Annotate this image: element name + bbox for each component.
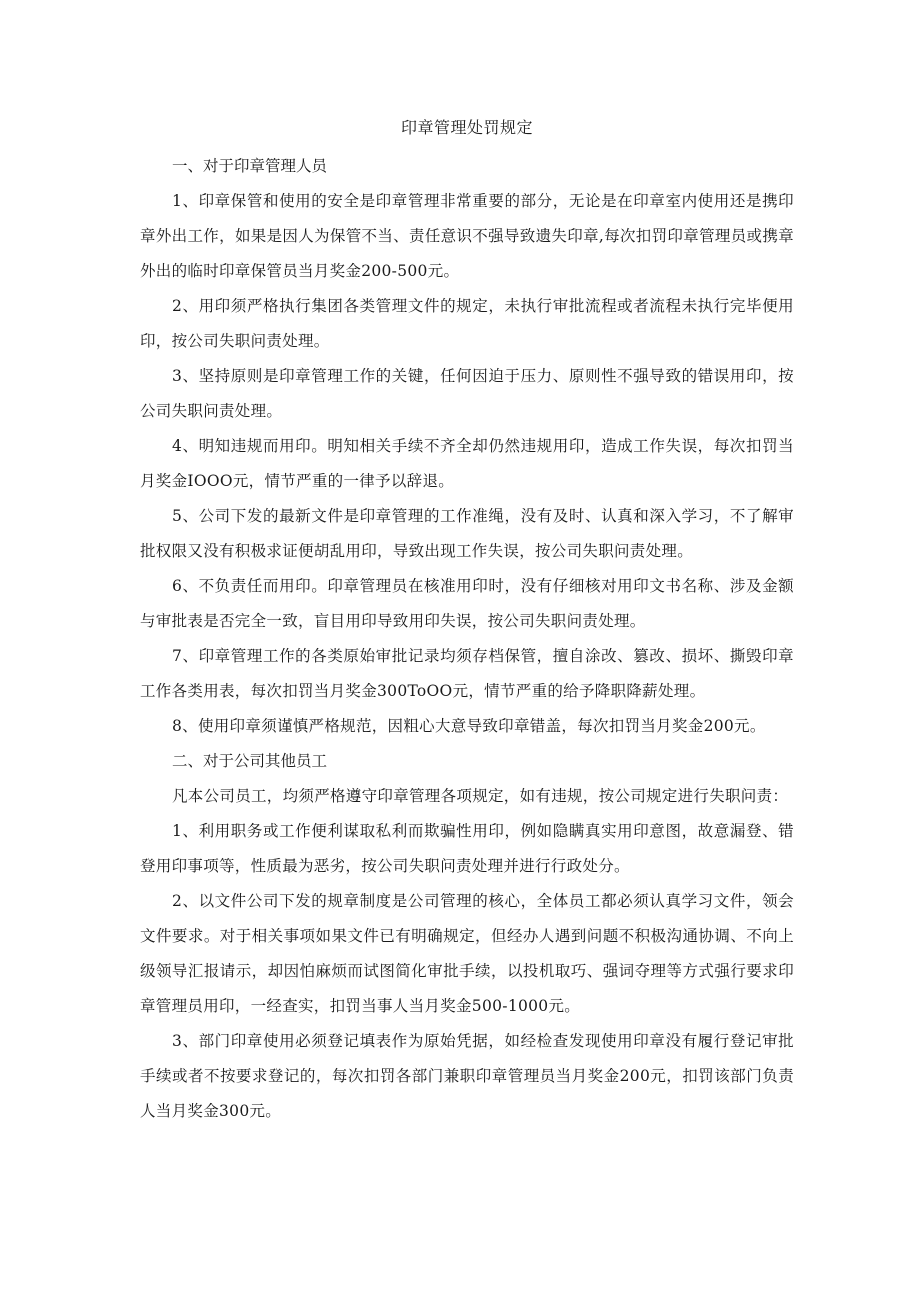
section-1-item-2: 2、用印须严格执行集团各类管理文件的规定，未执行审批流程或者流程未执行完毕便用印，按公司失职问责处理。 <box>140 297 794 350</box>
section-2-item-3: 3、部门印章使用必须登记填表作为原始凭据，如经检查发现使用印章没有履行登记审批手续或者不按要求登记的，每次扣罚各部门兼职印章管理员当月奖金200元，扣罚该部门负责人当月奖金300元。 <box>140 1032 794 1120</box>
section-1-item-5: 5、公司下发的最新文件是印章管理的工作准绳，没有及时、认真和深入学习，不了解审批权限又没有积极求证便胡乱用印，导致出现工作失误，按公司失职问责处理。 <box>140 507 794 560</box>
section-1-item-8: 8、使用印章须谨慎严格规范，因粗心大意导致印章错盖，每次扣罚当月奖金200元。 <box>172 717 766 735</box>
section-1-item-7: 7、印章管理工作的各类原始审批记录均须存档保管，擅自涂改、篡改、损坏、撕毁印章工作各类用表，每次扣罚当月奖金300ToOO元，情节严重的给予降职降薪处理。 <box>140 647 794 700</box>
section-2-heading: 二、对于公司其他员工 <box>172 752 328 770</box>
section-1-item-3: 3、坚持原则是印章管理工作的关键，任何因迫于压力、原则性不强导致的错误用印，按公司失职问责处理。 <box>140 367 794 420</box>
document-title: 印章管理处罚规定 <box>400 118 533 137</box>
section-1-item-4: 4、明知违规而用印。明知相关手续不齐全却仍然违规用印，造成工作失误，每次扣罚当月奖金IOOO元，情节严重的一律予以辞退。 <box>140 437 794 490</box>
section-2-item-2: 2、以文件公司下发的规章制度是公司管理的核心，全体员工都必须认真学习文件，领会文件要求。对于相关事项如果文件已有明确规定，但经办人遇到问题不积极沟通协调、不向上级领导汇报请示，却因怕麻烦而试图简化审批手续，以投机取巧、强词夺理等方式强行要求印章管理员用印，一经查实，扣罚当事人当月奖金500-1000元。 <box>140 892 794 1015</box>
section-2-intro: 凡本公司员工，均须严格遵守印章管理各项规定，如有违规，按公司规定进行失职问责： <box>172 787 789 805</box>
section-1-heading: 一、对于印章管理人员 <box>172 157 328 175</box>
document-page <box>140 114 794 1129</box>
section-2-item-1: 1、利用职务或工作便利谋取私利而欺骗性用印，例如隐瞒真实用印意图，故意漏登、错登用印事项等，性质最为恶劣，按公司失职问责处理并进行行政处分。 <box>140 822 794 875</box>
section-1-item-1: 1、印章保管和使用的安全是印章管理非常重要的部分，无论是在印章室内使用还是携印章外出工作，如果是因人为保管不当、责任意识不强导致遗失印章,每次扣罚印章管理员或携章外出的临时印章保管员当月奖金200-500元。 <box>140 192 794 280</box>
section-1-item-6: 6、不负责任而用印。印章管理员在核准用印时，没有仔细核对用印文书名称、涉及金额与审批表是否完全一致，盲目用印导致用印失误，按公司失职问责处理。 <box>140 577 794 630</box>
